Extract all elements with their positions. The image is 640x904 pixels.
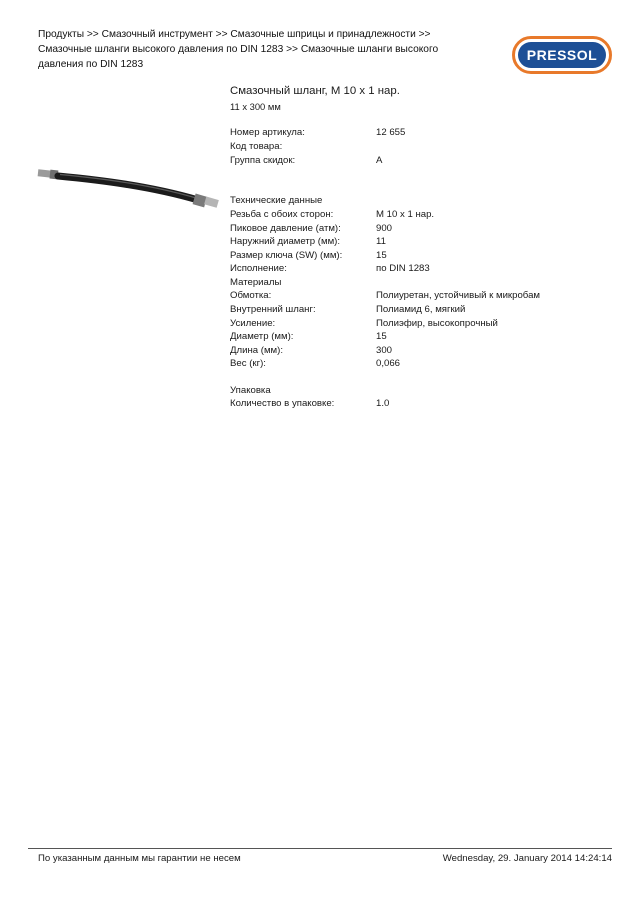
breadcrumb-line-3[interactable]: давления по DIN 1283 bbox=[38, 59, 144, 70]
spec-value: 0,066 bbox=[376, 358, 401, 369]
spec-row-inner-hose bbox=[230, 303, 590, 317]
breadcrumb-line-1[interactable]: Продукты >> Смазочный инструмент >> Смазочные шприцы и принадлежности >> bbox=[38, 29, 431, 40]
spec-row-discount-group bbox=[230, 154, 590, 168]
materials-heading: Материалы bbox=[230, 277, 282, 288]
spec-key: Обмотка: bbox=[230, 290, 272, 301]
spec-value: 11 bbox=[376, 236, 386, 247]
spec-key: Пиковое давление (атм): bbox=[230, 223, 341, 234]
spec-key: Усиление: bbox=[230, 318, 276, 329]
logo-text: PRESSOL bbox=[526, 47, 598, 63]
spec-row-weight bbox=[230, 357, 590, 371]
spec-row-execution bbox=[230, 262, 590, 276]
spec-key: Внутренний шланг: bbox=[230, 304, 316, 315]
spec-row-product-code bbox=[230, 140, 590, 154]
spec-key: Исполнение: bbox=[230, 263, 287, 274]
product-subtitle: 11 x 300 мм bbox=[230, 101, 281, 112]
spec-row-thread bbox=[230, 208, 590, 222]
spec-key: Наружний диаметр (мм): bbox=[230, 236, 341, 247]
spec-key: Группа скидок: bbox=[230, 155, 296, 166]
grease-hose-icon bbox=[30, 160, 225, 216]
spec-key: Вес (кг): bbox=[230, 358, 266, 369]
spec-key: Код товара: bbox=[230, 141, 283, 152]
spec-row-length bbox=[230, 344, 590, 358]
spec-key: Длина (мм): bbox=[230, 345, 283, 356]
spec-value: Полиамид 6, мягкий bbox=[376, 304, 466, 315]
packaging-heading: Упаковка bbox=[230, 385, 271, 396]
footer-divider bbox=[28, 848, 612, 849]
spec-value: Полиуретан, устойчивый к микробам bbox=[376, 290, 541, 301]
spec-value: 300 bbox=[376, 345, 393, 356]
spec-row-diameter bbox=[230, 330, 590, 344]
spec-row-peak-pressure bbox=[230, 222, 590, 236]
spec-value: 1.0 bbox=[376, 398, 390, 409]
spec-value: M 10 x 1 нар. bbox=[376, 209, 435, 220]
spec-key: Размер ключа (SW) (мм): bbox=[230, 250, 343, 261]
spec-row-wrench-size bbox=[230, 249, 590, 263]
spec-key: Номер артикула: bbox=[230, 127, 305, 138]
breadcrumb bbox=[38, 27, 458, 72]
technical-heading: Технические данные bbox=[230, 195, 323, 206]
pressol-logo bbox=[512, 36, 612, 74]
spec-key: Диаметр (мм): bbox=[230, 331, 294, 342]
spec-key: Резьба с обоих сторон: bbox=[230, 209, 334, 220]
spec-value: 900 bbox=[376, 223, 393, 234]
footer-timestamp: Wednesday, 29. January 2014 14:24:14 bbox=[442, 853, 612, 864]
spec-value: A bbox=[376, 155, 383, 166]
spec-row-article-number bbox=[230, 126, 590, 140]
footer-disclaimer: По указанным данным мы гарантии не несем bbox=[38, 853, 241, 864]
breadcrumb-line-2[interactable]: Смазочные шланги высокого давления по DIN 1283 >> Смазочные шланги высокого bbox=[38, 44, 439, 55]
spec-value: 15 bbox=[376, 331, 387, 342]
spec-value: 15 bbox=[376, 250, 387, 261]
spec-key: Количество в упаковке: bbox=[230, 398, 335, 409]
spec-value: по DIN 1283 bbox=[376, 263, 430, 274]
spec-row-sheath bbox=[230, 289, 590, 303]
spec-row-pack-quantity bbox=[230, 397, 590, 411]
spec-row-reinforcement bbox=[230, 317, 590, 331]
spec-value: Полиэфир, высокопрочный bbox=[376, 318, 498, 329]
spec-row-outer-diameter bbox=[230, 235, 590, 249]
product-title: Смазочный шланг, М 10 x 1 нар. bbox=[230, 85, 400, 97]
spec-value: 12 655 bbox=[376, 127, 406, 138]
